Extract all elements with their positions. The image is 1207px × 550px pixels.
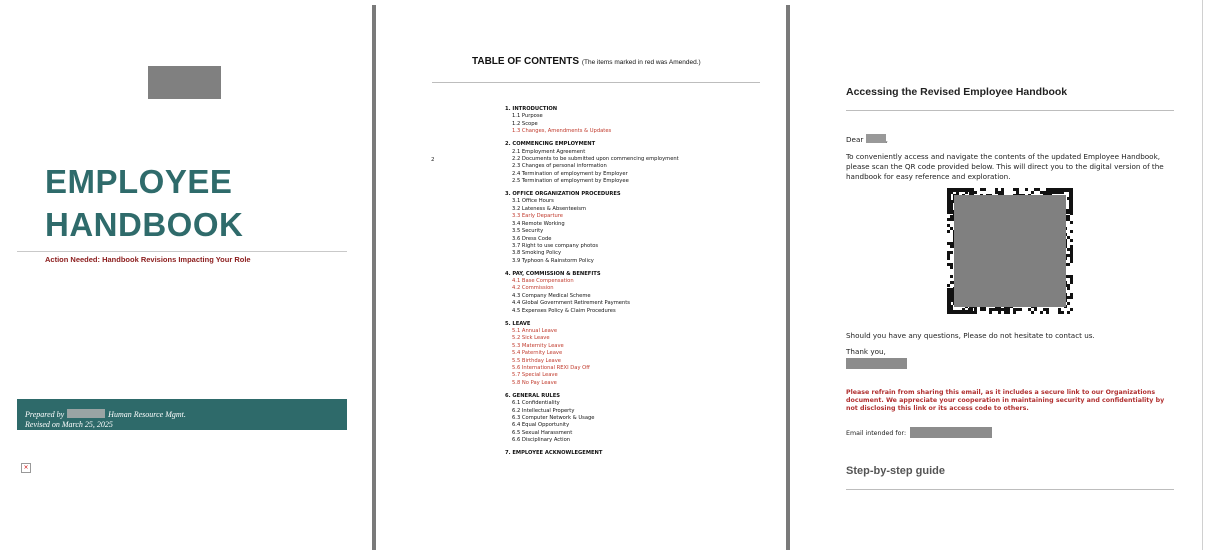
cover-title [45,160,243,246]
page-divider [372,5,376,550]
toc-section [505,393,775,445]
redacted-email [910,427,992,438]
toc-item[interactable]: 6.1 Confidentiality [512,400,560,407]
revised-date: Revised on March 25, 2025 [25,420,113,429]
toc-section [505,321,775,388]
toc-item[interactable]: 5.4 Paternity Leave [512,350,563,357]
guide-divider [846,489,1174,490]
redacted-qr [954,195,1066,307]
toc-item[interactable]: 4.2 Commission [512,285,554,292]
page-number: 2 [431,157,435,163]
greeting [846,134,888,145]
toc-item[interactable]: 1.1 Purpose [512,113,543,120]
redacted-name [67,409,105,418]
toc-item[interactable]: 1.2 Scope [512,120,538,127]
toc-section-heading[interactable]: 2. COMMENCING EMPLOYMENT [505,141,596,148]
toc-page [378,0,786,550]
toc-item[interactable]: 5.2 Sick Leave [512,335,550,342]
toc-note: (The items marked in red was Amended.) [581,59,701,66]
toc-item[interactable]: 3.4 Remote Working [512,220,565,227]
toc-item[interactable]: 6.2 Intellectual Property [512,407,575,414]
toc-item[interactable]: 4.1 Base Compensation [512,278,574,285]
cover-subtitle: Action Needed: Handbook Revisions Impacting Your Role [45,255,251,264]
toc-item[interactable]: 3.1 Office Hours [512,198,554,205]
toc-item[interactable]: 5.3 Maternity Leave [512,342,564,349]
toc-item[interactable]: 3.9 Typhoon & Rainstorm Policy [512,257,594,264]
redacted-recipient [866,134,886,143]
cover-title-line2: HANDBOOK [45,206,244,243]
toc-item[interactable]: 3.2 Lateness & Absenteeism [512,205,587,212]
cover-title-line1: EMPLOYEE [45,163,233,200]
toc-section-heading[interactable]: 4. PAY, COMMISSION & BENEFITS [505,270,601,277]
toc-item[interactable]: 5.1 Annual Leave [512,327,558,334]
greeting-text: Dear [846,135,864,144]
email-title: Accessing the Revised Employee Handbook [846,86,1068,98]
toc-section [505,450,775,457]
toc-item[interactable]: 3.3 Early Departure [512,213,563,220]
thanks-line: Thank you, [846,347,886,356]
prepared-dept: Human Resource Mgmt. [108,410,186,419]
toc-section-heading[interactable]: 6. GENERAL RULES [505,392,560,399]
toc-section [505,141,775,185]
toc-item[interactable]: 5.6 International REXI Day Off [512,365,590,371]
toc-section-heading[interactable]: 1. INTRODUCTION [505,106,558,112]
toc-title [472,56,701,67]
toc-section-heading[interactable]: 5. LEAVE [505,320,531,327]
toc-item[interactable]: 3.8 Smoking Policy [512,250,562,257]
toc-item[interactable]: 3.6 Dress Code [512,235,552,242]
cover-page [0,0,372,550]
questions-line: Should you have any questions, Please do not hesitate to contact us. [846,331,1095,340]
toc-item[interactable]: 2.3 Changes of personal information [512,163,607,170]
email-page [792,0,1203,550]
qr-code[interactable] [947,188,1073,314]
prepared-by [25,409,186,419]
toc-item[interactable]: 3.5 Security [512,228,544,235]
toc-section-heading[interactable]: 3. OFFICE ORGANIZATION PROCEDURES [505,191,621,198]
intended-for [846,427,992,438]
security-warning: Please refrain from sharing this email, as it includes a secure link to our Organizations document. We appreciate your cooperation in maintaining security and confidentiality by not disclosing this link or its access code to others. [846,389,1165,413]
toc-item[interactable]: 5.7 Special Leave [512,372,558,379]
toc-item[interactable]: 4.5 Expenses Policy & Claim Procedures [512,307,616,314]
page-divider [786,5,790,550]
toc-item[interactable]: 6.3 Computer Network & Usage [512,414,595,421]
toc-item[interactable]: 2.4 Termination of employment by Employer [512,170,628,177]
toc-item[interactable]: 3.7 Right to use company photos [512,242,599,249]
toc-item[interactable]: 2.5 Termination of employment by Employee [512,178,629,185]
toc-item[interactable]: 5.5 Birthday Leave [512,357,561,364]
guide-heading: Step-by-step guide [846,465,946,477]
toc-section [505,271,775,315]
greeting-punct: , [885,135,888,144]
prepared-prefix: Prepared by [25,410,65,419]
intended-label: Email intended for: [846,430,907,437]
toc-section-heading[interactable]: 7. EMPLOYEE ACKNOWLEGEMENT [505,450,603,457]
email-title-divider [846,110,1174,111]
broken-image-icon: × [21,463,31,473]
instructions-paragraph: To conveniently access and navigate the contents of the updated Employee Handbook, please scan the QR code provided below. This will direct you to the digital version of the handbook for easy reference and exploration. [846,152,1164,181]
redacted-logo [148,66,221,99]
toc-section [505,191,775,265]
redacted-signature [846,358,907,369]
toc-item[interactable]: 4.4 Global Government Retirement Payments [512,300,630,307]
toc-list [505,106,775,463]
toc-item[interactable]: 6.4 Equal Opportunity [512,422,570,429]
toc-section [505,106,775,136]
toc-item[interactable]: 2.2 Documents to be submitted upon commencing employment [512,155,679,162]
toc-item[interactable]: 2.1 Employment Agreement [512,148,586,155]
toc-item[interactable]: 6.5 Sexual Harassment [512,429,573,436]
toc-item[interactable]: 1.3 Changes, Amendments & Updates [512,128,612,135]
toc-item[interactable]: 5.8 No Pay Leave [512,379,557,386]
toc-title-text: TABLE OF CONTENTS [472,56,580,67]
toc-divider [432,82,760,83]
toc-item[interactable]: 6.6 Disciplinary Action [512,437,571,444]
toc-item[interactable]: 4.3 Company Medical Scheme [512,292,591,299]
cover-divider [17,251,347,252]
